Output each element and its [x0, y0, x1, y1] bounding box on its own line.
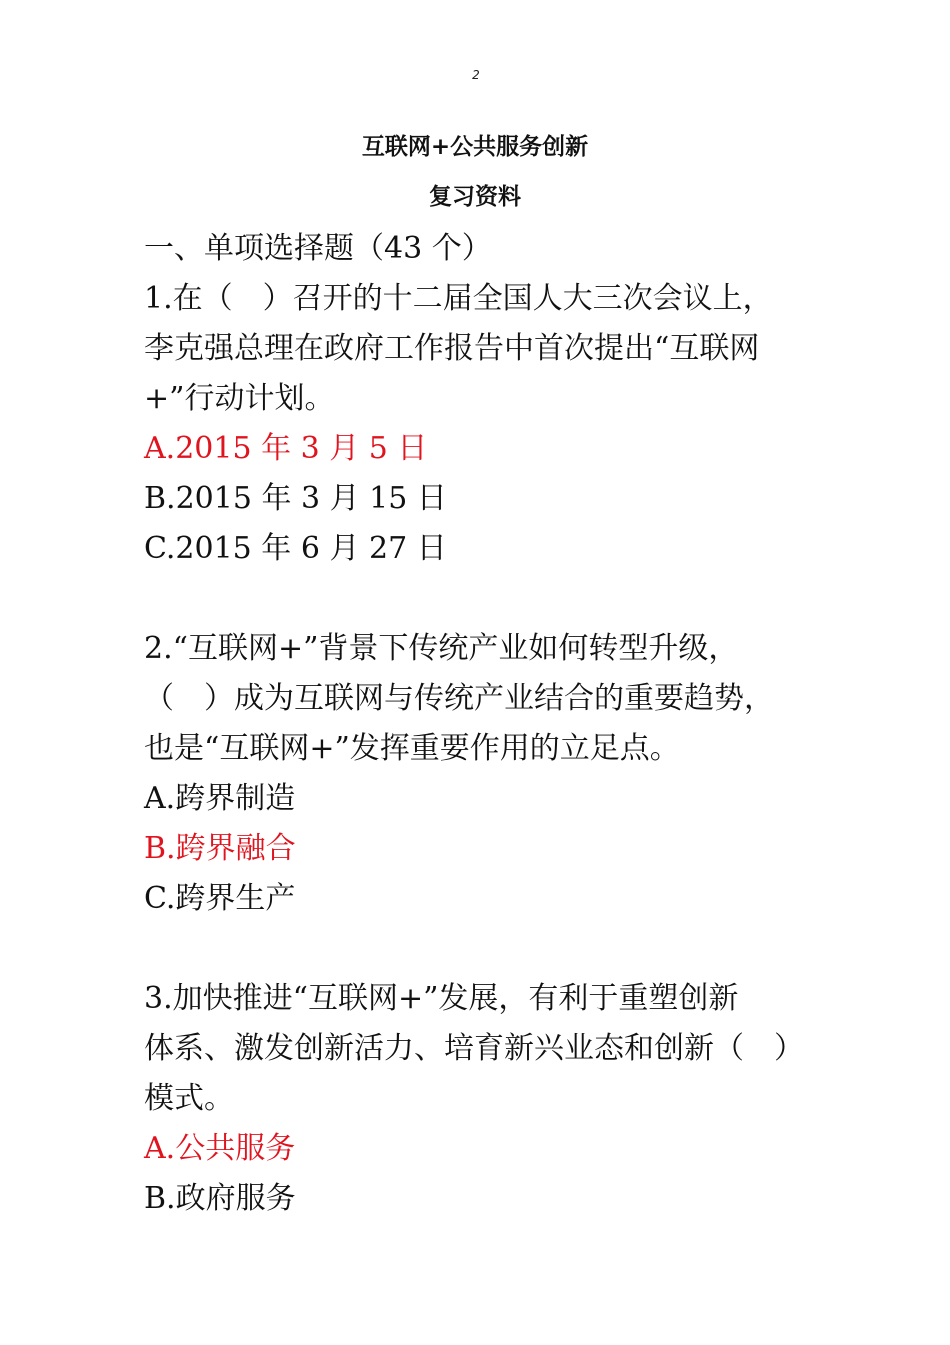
page-number: 2 — [472, 68, 478, 82]
question-2 — [144, 624, 824, 924]
option-a-correct: A.公共服务 — [144, 1131, 296, 1166]
section-heading: 一、单项选择题（43 个） — [144, 231, 492, 266]
option-b-correct: B.跨界融合 — [144, 831, 296, 866]
question-text-line: 模式。 — [144, 1081, 234, 1116]
option-a: A.跨界制造 — [144, 781, 296, 816]
question-text-line: （ ）成为互联网与传统产业结合的重要趋势， — [144, 681, 774, 716]
option-a-correct: A.2015 年 3 月 5 日 — [144, 431, 428, 466]
option-b: B.2015 年 3 月 15 日 — [144, 481, 447, 516]
option-c: C.跨界生产 — [144, 881, 296, 916]
question-list — [144, 224, 824, 1224]
question-text-line: 1.在（ ）召开的十二届全国人大三次会议上， — [144, 281, 773, 316]
question-text-line: 李克强总理在政府工作报告中首次提出“互联网 — [144, 331, 760, 366]
question-text-line: 2.“互联网+”背景下传统产业如何转型升级， — [144, 631, 739, 666]
question-text-line: 体系、激发创新活力、培育新兴业态和创新（ ） — [144, 1031, 804, 1066]
question-text-line: 也是“互联网+”发挥重要作用的立足点。 — [144, 731, 680, 766]
question-text-line: +”行动计划。 — [144, 381, 335, 416]
spacer — [144, 574, 824, 624]
spacer — [144, 924, 824, 974]
question-text-line: 3.加快推进“互联网+”发展，有利于重塑创新 — [144, 981, 739, 1016]
option-b: B.政府服务 — [144, 1181, 296, 1216]
document-subtitle: 复习资料 — [429, 184, 521, 210]
document-title: 互联网+公共服务创新 — [361, 134, 589, 160]
question-1 — [144, 274, 824, 574]
question-3 — [144, 974, 824, 1224]
option-c: C.2015 年 6 月 27 日 — [144, 531, 447, 566]
